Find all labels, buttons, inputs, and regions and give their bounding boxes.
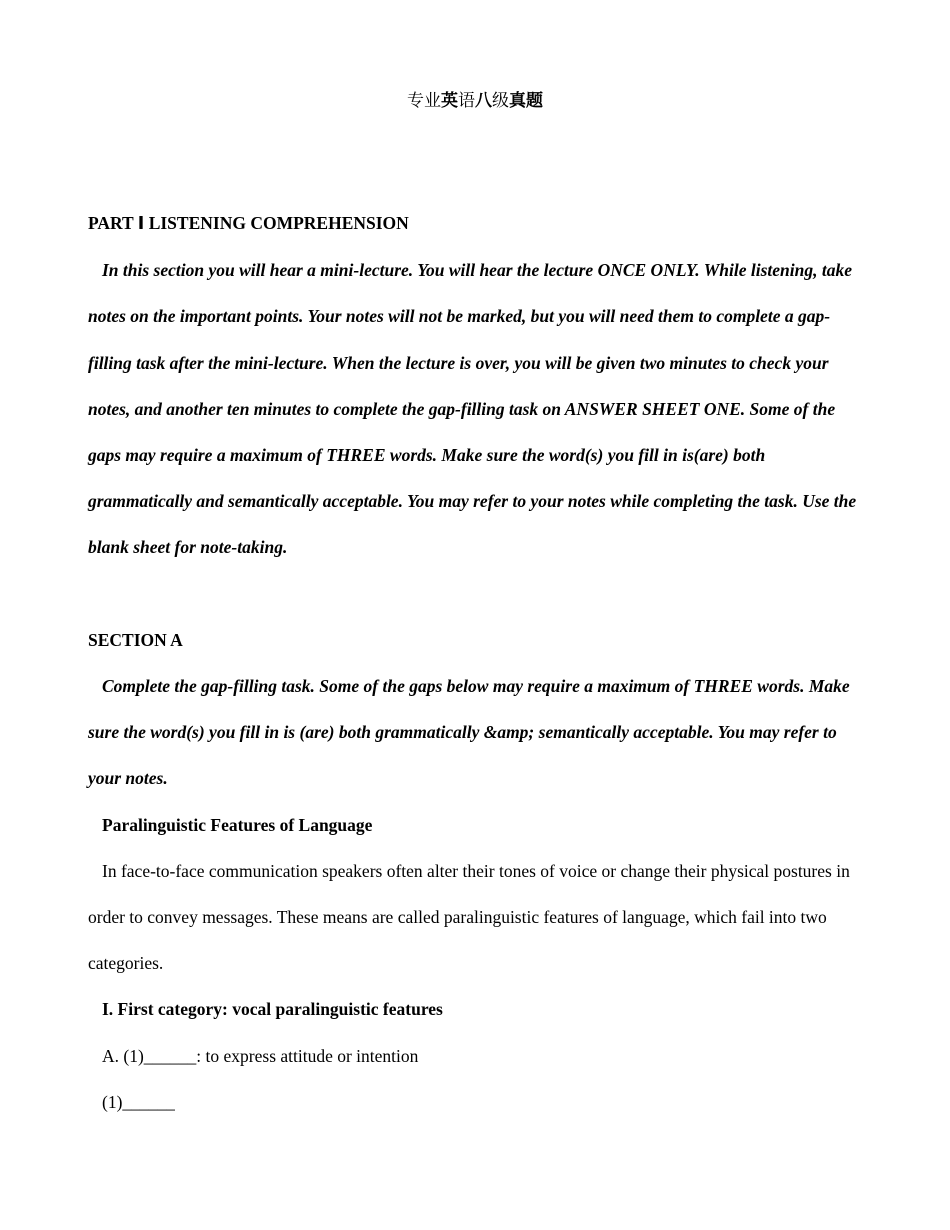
- category-heading: I. First category: vocal paralinguistic features: [102, 999, 443, 1020]
- part1-instructions: In this section you will hear a mini-lecture. You will hear the lecture ONCE ONLY. While listening, take notes on the important points. Your notes will not be marked, but you will need them to complete a gap-filling task after the mini-lecture. When the lecture is over, you will be given two minutes to check your notes, and another ten minutes to complete the gap-filling task on ANSWER SHEET ONE. Some of the gaps may require a maximum of THREE words. Make sure the word(s) you fill in is(are) both grammatically and semantically acceptable. You may refer to your notes while completing the task. Use the blank sheet for note-taking.: [88, 260, 857, 558]
- page-title: [0, 90, 950, 112]
- part1-heading-suffix: LISTENING COMPREHENSION: [144, 213, 409, 233]
- title-part: 八: [475, 91, 492, 111]
- gap-item-a: A. (1)______: to express attitude or intention: [102, 1045, 419, 1066]
- section-a-heading: SECTION A: [88, 629, 183, 650]
- title-part: 级: [492, 91, 509, 111]
- title-part: 语: [458, 91, 475, 111]
- title-part: 英: [441, 91, 458, 111]
- part1-heading: [88, 200, 863, 247]
- title-part: 真题: [509, 91, 543, 111]
- document-body: [88, 200, 863, 1125]
- part1-heading-prefix: PART: [88, 213, 138, 233]
- gap-blank-1: (1)______: [102, 1091, 175, 1112]
- lecture-title: Paralinguistic Features of Language: [102, 814, 373, 835]
- spacer: [88, 571, 863, 617]
- title-part: 专业: [407, 91, 441, 111]
- part1-heading-numeral: I: [137, 214, 145, 234]
- section-a-instructions: Complete the gap-filling task. Some of the gaps below may require a maximum of THREE words. Make sure the word(s) you fill in is (are) both grammatically &amp; semantically acceptable. You may refer to your notes.: [88, 676, 850, 789]
- lecture-intro: In face-to-face communication speakers often alter their tones of voice or change their physical postures in order to convey messages. These means are called paralinguistic features of language, which fail into two categories.: [88, 860, 850, 974]
